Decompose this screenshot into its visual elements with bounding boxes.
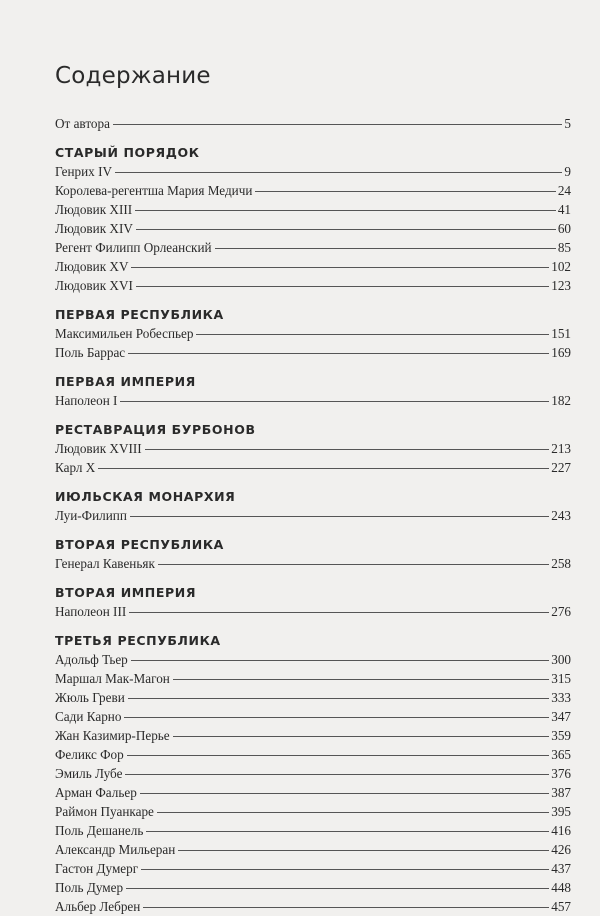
dot-leader <box>158 564 549 565</box>
toc-entry-label: Наполеон I <box>55 393 118 408</box>
toc-entry-label: Эмиль Лубе <box>55 766 123 781</box>
toc-entry-label: Альбер Лебрен <box>55 899 141 914</box>
dot-leader <box>135 210 556 211</box>
dot-leader <box>173 679 549 680</box>
toc-entry <box>55 602 571 621</box>
dot-leader <box>128 698 549 699</box>
toc-page <box>55 60 571 916</box>
dot-leader <box>120 401 549 402</box>
toc-entry-label: Поль Баррас <box>55 345 126 360</box>
toc-entry <box>55 200 571 219</box>
toc-entry-label: Александр Мильеран <box>55 842 176 857</box>
dot-leader <box>129 612 549 613</box>
toc-entry-page: 123 <box>551 278 571 293</box>
toc-entry-page: 365 <box>551 747 571 762</box>
dot-leader <box>127 755 549 756</box>
toc-entry <box>55 554 571 573</box>
dot-leader <box>196 334 549 335</box>
toc-entry <box>55 707 571 726</box>
dot-leader <box>178 850 549 851</box>
toc-entry <box>55 688 571 707</box>
toc-entry-label: Людовик XVI <box>55 278 133 293</box>
toc-entry <box>55 764 571 783</box>
toc-entry-label: Людовик XIV <box>55 221 133 236</box>
toc-entry-page: 41 <box>557 202 571 217</box>
toc-entry-label: Наполеон III <box>55 604 127 619</box>
toc-entry-page: 169 <box>551 345 571 360</box>
toc-entry-label: Жан Казимир-Перье <box>55 728 170 743</box>
toc-entry <box>55 257 571 276</box>
toc-entry-page: 387 <box>551 785 571 800</box>
toc-sections <box>55 144 571 916</box>
dot-leader <box>131 267 549 268</box>
toc-entry-label: Арман Фальер <box>55 785 137 800</box>
toc-entry-page: 376 <box>551 766 571 781</box>
dot-leader <box>143 907 549 908</box>
dot-leader <box>157 812 549 813</box>
section-heading: ТРЕТЬЯ РЕСПУБЛИКА <box>55 633 221 648</box>
toc-entry <box>55 391 571 410</box>
dot-leader <box>98 468 549 469</box>
toc-entry-label: Поль Думер <box>55 880 124 895</box>
dot-leader <box>136 286 549 287</box>
toc-entry-page: 437 <box>551 861 571 876</box>
toc-entry-label: Феликс Фор <box>55 747 124 762</box>
toc-entry-page: 258 <box>551 556 571 571</box>
toc-entry-label: Раймон Пуанкаре <box>55 804 154 819</box>
toc-entry <box>55 458 571 477</box>
dot-leader <box>146 831 549 832</box>
toc-entry-label: Максимильен Робеспьер <box>55 326 194 341</box>
section-heading: ПЕРВАЯ РЕСПУБЛИКА <box>55 307 224 322</box>
toc-entry <box>55 181 571 200</box>
toc-entry-label: От автора <box>55 116 110 131</box>
toc-entry-label: Людовик XV <box>55 259 129 274</box>
section-heading: ПЕРВАЯ ИМПЕРИЯ <box>55 374 196 389</box>
toc-entry <box>55 276 571 295</box>
dot-leader <box>124 717 549 718</box>
dot-leader <box>255 191 555 192</box>
toc-entry <box>55 897 571 916</box>
toc-entry-label: Королева-регентша Мария Медичи <box>55 183 253 198</box>
page-title: Содержание <box>55 63 211 89</box>
toc-entry-label: Генрих IV <box>55 164 112 179</box>
toc-entry-page: 227 <box>551 460 571 475</box>
toc-entry <box>55 506 571 525</box>
section-heading: РЕСТАВРАЦИЯ БУРБОНОВ <box>55 422 256 437</box>
toc-entry <box>55 162 571 181</box>
toc-entry-page: 416 <box>551 823 571 838</box>
dot-leader <box>131 660 549 661</box>
dot-leader <box>125 774 549 775</box>
toc-entry-label: Адольф Тьер <box>55 652 128 667</box>
toc-entry-label: Жюль Греви <box>55 690 125 705</box>
dot-leader <box>136 229 556 230</box>
toc-entry-page: 213 <box>551 441 571 456</box>
toc-entry-page: 24 <box>557 183 571 198</box>
toc-entry-page: 243 <box>551 508 571 523</box>
dot-leader <box>126 888 549 889</box>
toc-entry <box>55 669 571 688</box>
section-heading: ИЮЛЬСКАЯ МОНАРХИЯ <box>55 489 236 504</box>
toc-entry-label: Генерал Кавеньяк <box>55 556 155 571</box>
dot-leader <box>173 736 550 737</box>
toc-entry-page: 182 <box>551 393 571 408</box>
toc-entry-page: 9 <box>564 164 571 179</box>
toc-entry <box>55 840 571 859</box>
toc-entry-label: Карл X <box>55 460 96 475</box>
toc-entry-page: 102 <box>551 259 571 274</box>
toc-entry-page: 85 <box>557 240 571 255</box>
dot-leader <box>215 248 556 249</box>
toc-entry-page: 395 <box>551 804 571 819</box>
toc-entry <box>55 439 571 458</box>
toc-entry-label: Маршал Мак-Магон <box>55 671 170 686</box>
toc-entry <box>55 238 571 257</box>
toc-entry-label: Гастон Думерг <box>55 861 139 876</box>
toc-entry-page: 448 <box>551 880 571 895</box>
toc-entry-page: 333 <box>551 690 571 705</box>
dot-leader <box>130 516 549 517</box>
toc-entry-page: 151 <box>551 326 571 341</box>
dot-leader <box>128 353 549 354</box>
toc-entry-label: Людовик XIII <box>55 202 133 217</box>
toc-entry <box>55 859 571 878</box>
toc-entry <box>55 650 571 669</box>
toc-entry-label: Луи-Филипп <box>55 508 127 523</box>
dot-leader <box>140 793 549 794</box>
toc-entry-page: 315 <box>551 671 571 686</box>
toc-entry-intro <box>55 114 571 133</box>
toc-entry <box>55 219 571 238</box>
section-heading: СТАРЫЙ ПОРЯДОК <box>55 145 200 160</box>
toc-entry <box>55 878 571 897</box>
toc-entry <box>55 726 571 745</box>
toc-entry <box>55 802 571 821</box>
section-heading: ВТОРАЯ РЕСПУБЛИКА <box>55 537 224 552</box>
section-heading: ВТОРАЯ ИМПЕРИЯ <box>55 585 197 600</box>
dot-leader <box>145 449 550 450</box>
toc-entry-page: 300 <box>551 652 571 667</box>
toc-entry-page: 276 <box>551 604 571 619</box>
toc-entry <box>55 324 571 343</box>
toc-entry <box>55 783 571 802</box>
toc-entry-label: Регент Филипп Орлеанский <box>55 240 212 255</box>
dot-leader <box>113 124 562 125</box>
dot-leader <box>141 869 549 870</box>
toc-entry-page: 359 <box>551 728 571 743</box>
toc-entry <box>55 821 571 840</box>
toc-entry-page: 60 <box>557 221 571 236</box>
toc-entry-page: 347 <box>551 709 571 724</box>
toc-entry-page: 426 <box>551 842 571 857</box>
toc-entry <box>55 745 571 764</box>
toc-entry-page: 457 <box>551 899 571 914</box>
toc-entry-label: Поль Дешанель <box>55 823 144 838</box>
toc-entry <box>55 343 571 362</box>
toc-entry-label: Людовик XVIII <box>55 441 142 456</box>
toc-entry-page: 5 <box>564 116 571 131</box>
toc-entry-label: Сади Карно <box>55 709 122 724</box>
dot-leader <box>115 172 562 173</box>
